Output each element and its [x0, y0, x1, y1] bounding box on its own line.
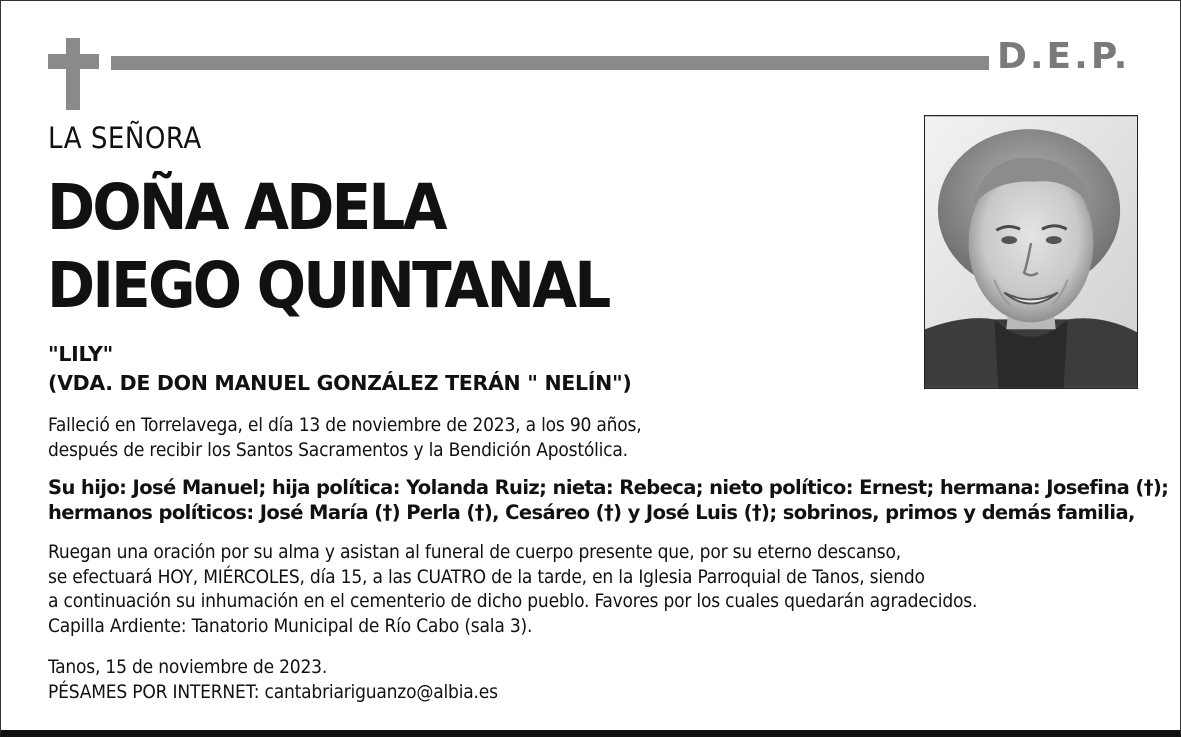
cross-icon-bar — [48, 54, 99, 69]
nickname: "LILY" — [48, 342, 113, 366]
closing-block — [48, 655, 498, 704]
funeral-details — [48, 540, 977, 638]
funeral-line: se efectuará HOY, MIÉRCOLES, día 15, a las CUATRO de la tarde, en la Iglesia Parroquial de Tanos, siendo — [48, 565, 925, 588]
widow-of: (VDA. DE DON MANUEL GONZÁLEZ TERÁN " NELÍN") — [48, 371, 632, 395]
title-prefix: LA SEÑORA — [48, 121, 202, 155]
funeral-line: Ruegan una oración por su alma y asistan al funeral de cuerpo presente que, por su eterno descanso, — [48, 541, 901, 563]
family-list — [48, 475, 1168, 525]
death-notice-line: después de recibir los Santos Sacramentos y la Bendición Apostólica. — [48, 438, 628, 461]
death-notice-line: Falleció en Torrelavega, el día 13 de noviembre de 2023, a los 90 años, — [48, 414, 642, 436]
deceased-name-line1: DOÑA ADELA — [47, 171, 445, 244]
dep-label: D.E.P. — [997, 36, 1131, 77]
funeral-line: Capilla Ardiente: Tanatorio Municipal de Río Cabo (sala 3). — [48, 614, 533, 637]
family-line: hermanos políticos: José María (†) Perla (†), Cesáreo (†) y José Luis (†); sobrinos, primos y demás familia, — [48, 501, 1135, 524]
portrait-photo — [924, 115, 1138, 389]
deceased-name-line2: DIEGO QUINTANAL — [47, 249, 609, 322]
place-date: Tanos, 15 de noviembre de 2023. — [48, 656, 328, 678]
funeral-line: a continuación su inhumación en el cementerio de dicho pueblo. Favores por los cuales quedarán agradecidos. — [48, 590, 978, 612]
family-line: Su hijo: José Manuel; hija política: Yolanda Ruiz; nieta: Rebeca; nieto político: Ernest; hermana: Josefina (†); — [48, 476, 1169, 499]
cross-icon — [66, 38, 80, 110]
header-rule — [111, 56, 989, 70]
death-notice — [48, 413, 642, 462]
condolences-email[interactable]: PÉSAMES POR INTERNET: cantabriariguanzo@albia.es — [48, 680, 498, 703]
